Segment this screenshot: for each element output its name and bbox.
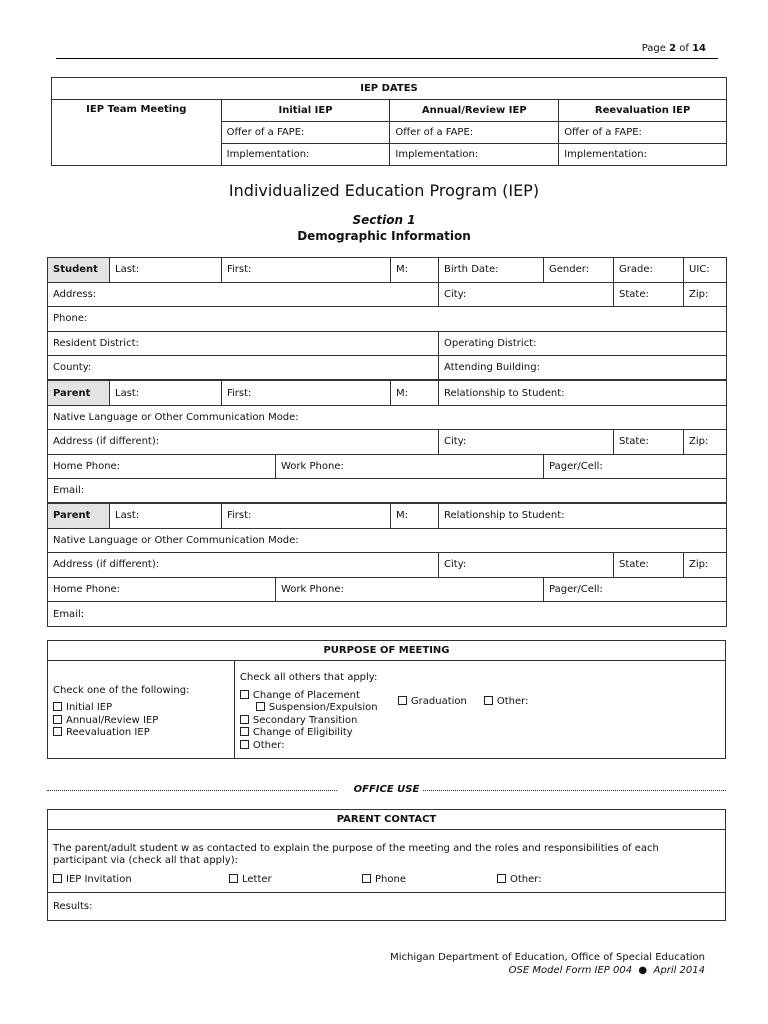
checkbox[interactable] (53, 715, 62, 724)
suspension-option[interactable]: Suspension/Expulsion (256, 702, 378, 713)
checkbox[interactable] (240, 740, 249, 749)
attending-building-field[interactable]: Attending Building: (439, 356, 727, 381)
parent1-label: Parent (48, 380, 110, 405)
iep-dates-title: IEP DATES (52, 78, 727, 100)
parent1-last-field[interactable]: Last: (110, 380, 222, 405)
student-zip-field[interactable]: Zip: (684, 282, 727, 307)
county-field[interactable]: County: (48, 356, 439, 381)
student-label: Student (48, 258, 110, 283)
checkbox[interactable] (256, 702, 265, 711)
student-phone-field[interactable]: Phone: (48, 307, 727, 332)
section-title: Section 1 (352, 213, 416, 227)
checkbox[interactable] (484, 696, 493, 705)
checkbox[interactable] (240, 727, 249, 736)
secondary-transition-option[interactable]: Secondary Transition (240, 715, 720, 728)
reeval-implementation-field[interactable]: Implementation: (559, 144, 727, 166)
parent2-home-phone-field[interactable]: Home Phone: (48, 577, 276, 602)
student-last-field[interactable]: Last: (110, 258, 222, 283)
iep-invitation-option[interactable]: IEP Invitation (53, 874, 132, 885)
student-first-field[interactable]: First: (222, 258, 391, 283)
footer-form-info: OSE Model Form IEP 004 ● April 2014 (508, 965, 705, 976)
parent1-email-field[interactable]: Email: (48, 479, 727, 504)
parent2-label: Parent (48, 503, 110, 528)
team-meeting-header: IEP Team Meeting (52, 100, 222, 166)
check-one-label: Check one of the following: (53, 684, 190, 696)
annual-iep-header: Annual/Review IEP (390, 100, 559, 122)
parent1-address-field[interactable]: Address (if different): (48, 430, 439, 455)
document-title: Individualized Education Program (IEP) (228, 181, 540, 200)
parent2-city-field[interactable]: City: (439, 553, 614, 578)
letter-option[interactable]: Letter (229, 874, 272, 887)
reeval-offer-field[interactable]: Offer of a FAPE: (559, 122, 727, 144)
parent2-m-field[interactable]: M: (391, 503, 439, 528)
parent2-relationship-field[interactable]: Relationship to Student: (439, 503, 727, 528)
parent2-zip-field[interactable]: Zip: (684, 553, 727, 578)
annual-offer-field[interactable]: Offer of a FAPE: (390, 122, 559, 144)
page-number: Page 2 of 14 (56, 43, 718, 59)
gender-field[interactable]: Gender: (544, 258, 614, 283)
parent2-language-field[interactable]: Native Language or Other Communication Mode: (48, 528, 727, 553)
parent2-first-field[interactable]: First: (222, 503, 391, 528)
uic-field[interactable]: UIC: (684, 258, 727, 283)
parent1-city-field[interactable]: City: (439, 430, 614, 455)
change-eligibility-option[interactable]: Change of Eligibility (240, 727, 720, 740)
checkbox[interactable] (240, 715, 249, 724)
resident-district-field[interactable]: Resident District: (48, 331, 439, 356)
parent-contact-table (47, 809, 726, 921)
purpose-other-inline-option[interactable]: Other: (484, 696, 529, 709)
footer-org: Michigan Department of Education, Office of Special Education (390, 952, 705, 963)
phone-option[interactable]: Phone (362, 874, 406, 887)
graduation-option[interactable]: Graduation (398, 696, 467, 709)
parent1-language-field[interactable]: Native Language or Other Communication Mode: (48, 405, 727, 430)
parent1-state-field[interactable]: State: (614, 430, 684, 455)
contact-other-option[interactable]: Other: (497, 874, 542, 887)
student-m-field[interactable]: M: (391, 258, 439, 283)
section-subtitle: Demographic Information (297, 229, 471, 243)
purpose-title: PURPOSE OF MEETING (48, 641, 726, 661)
parent1-home-phone-field[interactable]: Home Phone: (48, 454, 276, 479)
contact-text-line1: The parent/adult student w as contacted to explain the purpose of the meeting and the roles and responsibilities of each (53, 842, 659, 854)
parent2-address-field[interactable]: Address (if different): (48, 553, 439, 578)
checkbox[interactable] (398, 696, 407, 705)
checkbox[interactable] (229, 874, 238, 883)
parent2-pager-field[interactable]: Pager/Cell: (544, 577, 727, 602)
initial-iep-header: Initial IEP (221, 100, 390, 122)
checkbox[interactable] (240, 690, 249, 699)
parent1-m-field[interactable]: M: (391, 380, 439, 405)
change-placement-option[interactable]: Change of Placement (240, 690, 720, 703)
purpose-annual-option[interactable]: Annual/Review IEP (53, 715, 229, 728)
student-address-field[interactable]: Address: (48, 282, 439, 307)
grade-field[interactable]: Grade: (614, 258, 684, 283)
check-all-label: Check all others that apply: (239, 672, 378, 683)
student-state-field[interactable]: State: (614, 282, 684, 307)
parent1-first-field[interactable]: First: (222, 380, 391, 405)
purpose-reeval-option[interactable]: Reevaluation IEP (53, 727, 229, 740)
parent2-last-field[interactable]: Last: (110, 503, 222, 528)
birth-date-field[interactable]: Birth Date: (439, 258, 544, 283)
parent2-work-phone-field[interactable]: Work Phone: (276, 577, 544, 602)
checkbox[interactable] (53, 874, 62, 883)
results-field[interactable]: Results: (48, 893, 726, 921)
parent1-relationship-field[interactable]: Relationship to Student: (439, 380, 727, 405)
contact-text-line2: participant via (check all that apply): (53, 855, 238, 867)
parent-contact-title: PARENT CONTACT (48, 810, 726, 830)
reeval-iep-header: Reevaluation IEP (559, 100, 727, 122)
purpose-initial-option[interactable]: Initial IEP (53, 702, 229, 715)
office-use-divider (47, 784, 726, 796)
operating-district-field[interactable]: Operating District: (439, 331, 727, 356)
checkbox[interactable] (53, 727, 62, 736)
parent2-email-field[interactable]: Email: (48, 602, 727, 627)
parent1-work-phone-field[interactable]: Work Phone: (276, 454, 544, 479)
checkbox[interactable] (497, 874, 506, 883)
annual-implementation-field[interactable]: Implementation: (390, 144, 559, 166)
initial-implementation-field[interactable]: Implementation: (221, 144, 390, 166)
initial-offer-field[interactable]: Offer of a FAPE: (221, 122, 390, 144)
checkbox[interactable] (362, 874, 371, 883)
iep-dates-table (51, 77, 727, 166)
purpose-other-option[interactable]: Other: (240, 740, 720, 753)
office-use-label: OFFICE USE (350, 784, 424, 795)
checkbox[interactable] (53, 702, 62, 711)
parent2-state-field[interactable]: State: (614, 553, 684, 578)
purpose-table (47, 640, 726, 759)
student-city-field[interactable]: City: (439, 282, 614, 307)
parent1-zip-field[interactable]: Zip: (684, 430, 727, 455)
parent1-pager-field[interactable]: Pager/Cell: (544, 454, 727, 479)
demographics-table (47, 257, 727, 627)
